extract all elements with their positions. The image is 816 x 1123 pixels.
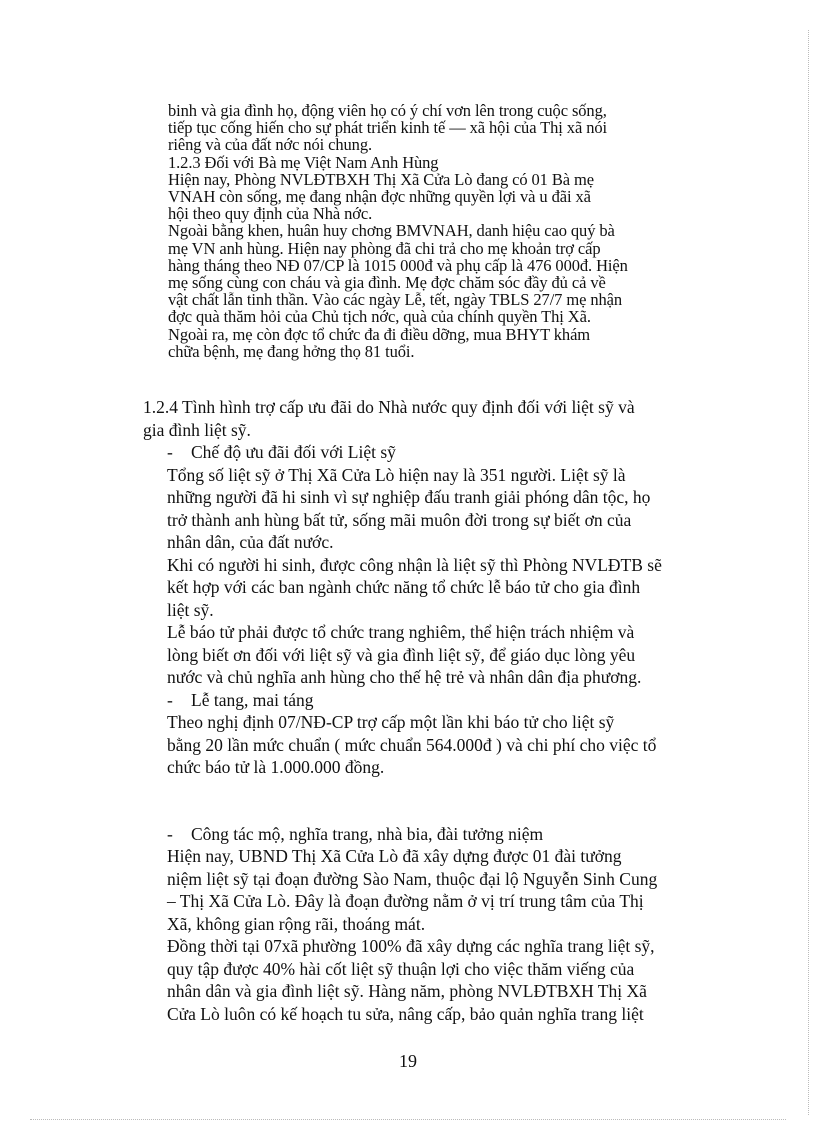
bullet-title: Chế độ ưu đãi đối với Liệt sỹ	[191, 442, 396, 462]
text-line: liệt sỹ.	[167, 599, 214, 620]
text-line: binh và gia đình họ, động viên họ có ý chí vơn lên trong cuộc sống,	[168, 101, 607, 120]
text-line: nước và chủ nghĩa anh hùng cho thế hệ trẻ và nhân dân địa phương.	[167, 667, 642, 687]
text-line: Theo nghị định 07/NĐ-CP trợ cấp một lần khi báo tử cho liệt sỹ	[167, 712, 615, 732]
text-line: hội theo quy định của Nhà nớc.	[168, 204, 373, 224]
text-line: mẹ sống cùng con cháu và gia đình. Mẹ đợc chăm sóc đầy đủ cả về	[168, 273, 606, 293]
text-line: Cửa Lò luôn có kế hoạch tu sửa, nâng cấp, bảo quản nghĩa trang liệt	[167, 1003, 644, 1024]
text-line: VNAH còn sống, mẹ đang nhận đợc những quyền lợi và u đãi xã	[168, 187, 591, 207]
text-line: nhân dân, của đất nước.	[167, 532, 334, 552]
text-line: Hiện nay, UBND Thị Xã Cửa Lò đã xây dựng được 01 đài tưởng	[167, 846, 622, 866]
bullet-dash: -	[167, 442, 173, 462]
text-line: – Thị Xã Cửa Lò. Đây là đoạn đường nằm ở vị trí trung tâm của Thị	[167, 891, 644, 911]
bullet-dash: -	[167, 689, 173, 710]
text-line: vật chất lẫn tinh thần. Vào các ngày Lễ, tết, ngày TBLS 27/7 mẹ nhận	[168, 290, 623, 310]
bullet-dash: -	[167, 823, 173, 844]
text-line: đợc quà thăm hỏi của Chủ tịch nớc, quà của chính quyền Thị Xã.	[168, 307, 591, 327]
text-line: Khi có người hi sinh, được công nhận là liệt sỹ thì Phòng NVLĐTB sẽ	[167, 554, 662, 575]
text-line: kết hợp với các ban ngành chức năng tổ chức lễ báo tử cho gia đình	[167, 577, 641, 597]
bullet-funeral	[143, 689, 703, 712]
text-line: Ngoài ra, mẹ còn đợc tổ chức đa đi điều dỡng, mua BHYT khám	[168, 324, 591, 344]
text-line: trở thành anh hùng bất tử, sống mãi muôn đời trong sự biết ơn của	[167, 509, 632, 530]
text-line: chữa bệnh, mẹ đang hởng thọ 81 tuổi.	[168, 341, 415, 361]
text-line: bằng 20 lần mức chuẩn ( mức chuẩn 564.000đ ) và chi phí cho việc tổ	[167, 734, 657, 755]
text-line: quy tập được 40% hài cốt liệt sỹ thuận lợi cho việc thăm viếng của	[167, 958, 635, 979]
paragraph-gap	[143, 779, 703, 801]
text-line: mẹ VN anh hùng. Hiện nay phòng đã chi trả cho mẹ khoản trợ cấp	[168, 238, 601, 258]
bullet-title: Công tác mộ, nghĩa trang, nhà bia, đài tưởng niệm	[191, 823, 544, 844]
text-line: Ngoài bằng khen, huân huy chơng BMVNAH, danh hiệu cao quý bà	[168, 221, 615, 241]
bullet-memorial	[143, 823, 703, 846]
page-border-bottom	[30, 1119, 786, 1120]
section-heading-1-2-3: 1.2.3 Đối với Bà mẹ Việt Nam Anh Hùng	[168, 152, 439, 172]
text-line: Đồng thời tại 07xã phường 100% đã xây dựng các nghĩa trang liệt sỹ,	[167, 936, 655, 956]
text-line: chức báo tử là 1.000.000 đồng.	[167, 757, 385, 777]
page-number: 19	[399, 1051, 417, 1071]
page-border-right	[808, 30, 809, 1115]
section-heading-1-2-4-cont: gia đình liệt sỹ.	[143, 419, 251, 440]
bullet-martyr-policy	[143, 441, 703, 464]
text-line: Xã, không gian rộng rãi, thoáng mát.	[167, 913, 426, 934]
paragraph-gap	[143, 801, 703, 823]
text-line: niệm liệt sỹ tại đoạn đường Sào Nam, thuộc đại lộ Nguyễn Sinh Cung	[167, 868, 658, 889]
text-line: lòng biết ơn đối với liệt sỹ và gia đình liệt sỹ, để giáo dục lòng yêu	[167, 644, 636, 665]
text-line: nhân dân và gia đình liệt sỹ. Hàng năm, phòng NVLĐTBXH Thị Xã	[167, 981, 647, 1001]
text-line: riêng và của đất nớc nói chung.	[168, 135, 373, 155]
lower-text-block	[143, 396, 703, 1025]
text-line: Hiện nay, Phòng NVLĐTBXH Thị Xã Cửa Lò đang có 01 Bà mẹ	[168, 169, 594, 189]
section-heading-1-2-4: 1.2.4 Tình hình trợ cấp ưu đãi do Nhà nước quy định đối với liệt sỹ và	[143, 397, 635, 417]
text-line: tiếp tục cống hiến cho sự phát triển kinh tế — xã hội của Thị xã nói	[168, 118, 607, 138]
text-line: Lễ báo tử phải được tổ chức trang nghiêm, thể hiện trách nhiệm và	[167, 622, 635, 642]
upper-text-block	[168, 102, 688, 360]
bullet-title: Lễ tang, mai táng	[191, 689, 314, 710]
text-line: Tổng số liệt sỹ ở Thị Xã Cửa Lò hiện nay là 351 người. Liệt sỹ là	[167, 464, 626, 485]
text-line: những người đã hi sinh vì sự nghiệp đấu tranh giải phóng dân tộc, họ	[167, 487, 651, 507]
text-line: hàng tháng theo NĐ 07/CP là 1015 000đ và phụ cấp là 476 000đ. Hiện	[168, 255, 628, 275]
